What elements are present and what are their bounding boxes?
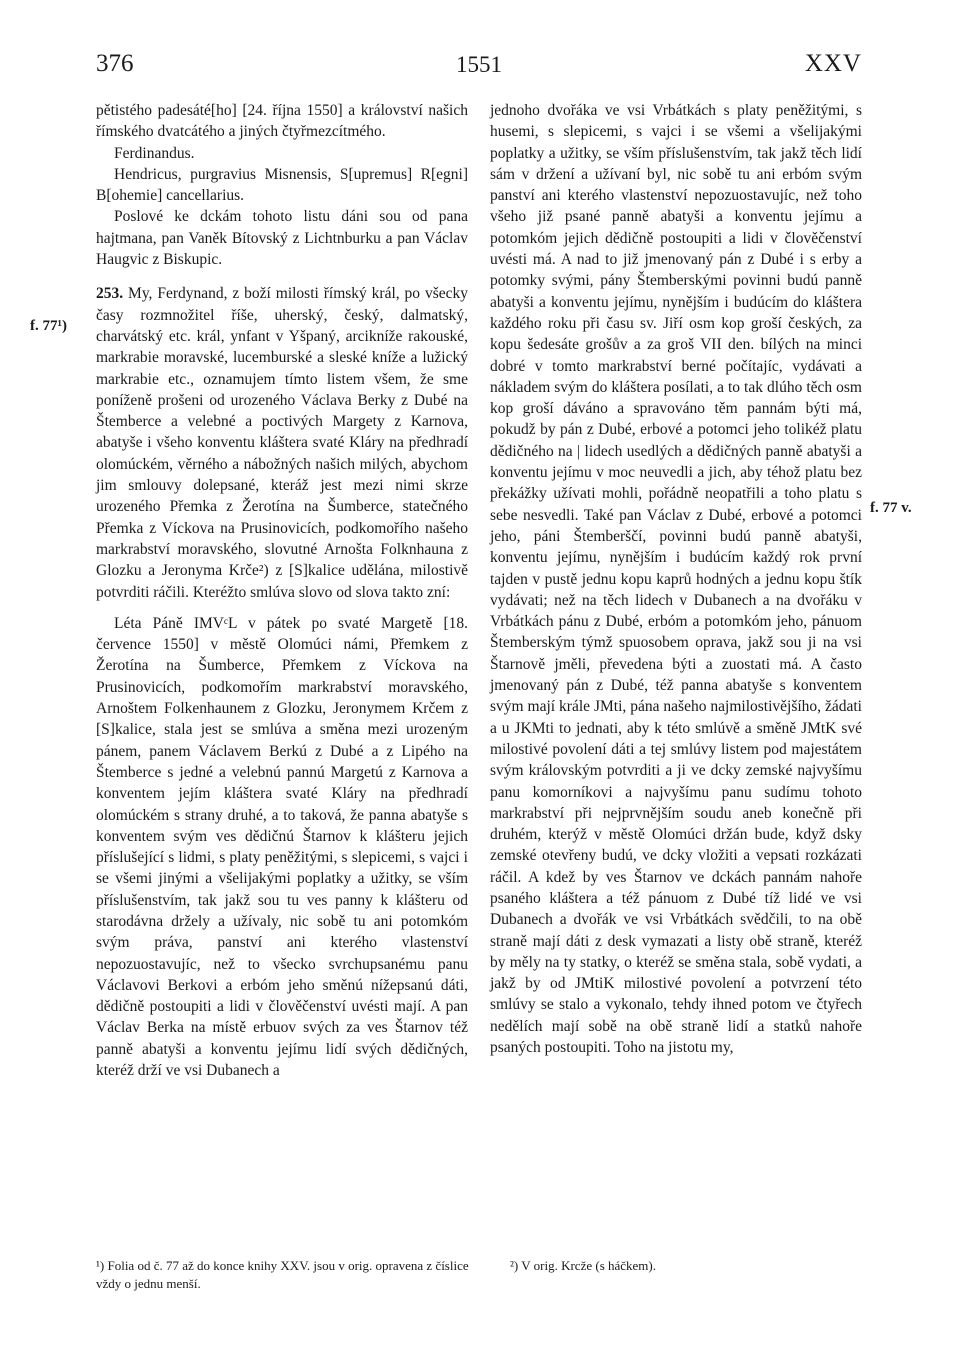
signature-chancellor: Hendricus, purgravius Misnensis, S[upremus] R[egni] B[ohemie] cancellarius. <box>96 165 468 205</box>
paragraph-date-closing: pětistého padesáté[ho] [24. října 1550] a království našich římského dvatcátého a jiných čtyřmezcítmého. <box>96 102 468 141</box>
paragraph-contract-text: Léta Páně IMVᶜL v pátek po svaté Margetě [18. července 1550] v městě Olomúci námi, Přemkem z Žerotína na Šumberce, Přemkem z Víckova na Prusinovicích, podkomořím markrabství moravského, Arnoštem Folkenhaunem z Glozku, Jeronymem Krčem z [S]kalice, stala jest se smlúva a směna mezi urozeným pánem, panem Václavem Berkú z Dubé a z Lipého na Štemberce s jedné a velebnú pannú Margetú z Karnova a konventem jejím kláštera svaté Kláry na předhradí olomúckém s strany druhé, a to taková, že panna abatyše s konventem svým ves dědičnú Štarnov k klášteru jejich příslušející s lidmi, s platy peněžitými, s slepicemi, s vajci i se všemi jinými a všelijakými poplatky a užitky, se vším příslušenstvím, tak jakž sou tu ves panny k klášteru od starodávna držely a užívaly, nic sobě tu ani potomkóm svým práva, panství ani kterého vlastenství nepozuostavujíc, než to všecko svrchupsanému panu Václavovi Berkovi a erbóm jeho směnú nížepsanú dáti, dědičně postoupiti a lidi v člověčenství uvésti mají. A pan Václav Berka na místě erbuov svých za ves Štarnov též panně abatyši a konventu jejímu lidí svých dědičných, kteréž drží ve vsi Dubanech a <box>96 614 468 1080</box>
page-header <box>96 50 862 90</box>
paragraph-entry-253 <box>96 283 468 602</box>
running-year: 1551 <box>456 52 502 77</box>
margin-note-folio-77v: f. 77 v. <box>870 500 912 516</box>
page-number: 376 <box>96 50 134 77</box>
footnote-2: ²) V orig. Krcže (s háčkem). <box>510 1258 657 1273</box>
entry-number: 253. <box>96 285 124 303</box>
margin-note-folio-77: f. 77¹) <box>30 318 67 334</box>
signature-ferdinandus: Ferdinandus. <box>114 144 195 162</box>
paragraph-messengers: Poslové ke dckám tohoto listu dáni sou od pana hajtmana, pan Vaněk Bítovský z Lichtnburku a pan Václav Haugvic z Biskupic. <box>96 208 468 269</box>
paragraph-contract-continued: jednoho dvořáka ve vsi Vrbátkách s platy peněžitými, s husemi, s slepicemi, s vajci i se všemi a všelijakými poplatky a užitky, se vším příslušenstvím, tak jakž těch lidí sám v držení a užívaní byl, nic sobě tu ani erbóm svým panství ani kterého vlastenství nepozuostavujíc, než toho všeho již psané panně abatyši a konventu jejímu a potomkóm jejich dědičně postoupiti a lidi v člověčenství uvésti má. A nad to již jmenovaný pán z Dubé i s erby a potomky svými, pány Štemberskými povinni budú panně abatyši a konventu jejímu, nynějším i budúcím do kláštera každého roku při času sv. Jiří osm kop groší českých, za kopu šedesáte grošův a za groš VII den. bílých na minci dobré v tomto markrabství berné počítajíc, vydávati a nákladem svým do kláštera posílati, a to tak dlúho těch osm kop groší dáváno a spravováno těm pannám býti má, pokudž by pán z Dubé, erbové a potomci jeho tolikéž platu dědičného na | lidech usedlých a dědičných panně abatyši a konventu jejímu v moc neuvedli a jich, aby téhož platu bez překážky užívati mohli, pořádně neopatřili a toho platu s sebe nesvedli. Také pan Václav z Dubé, erbové a potomci jeho, páni Štemberščí, povinni budú panně abatyši, konventu jejímu, nynějším i budúcím každý rok první tajden v pustě jednu kopu kaprů hodných a jednu kopu štík vydávati; než na těch lidech v Dubanech a na dvořáku v Vrbátkách pánu z Dubé, erbóm a potomkóm jeho, pánuom Štemberským týmž spuosobem oprava, jakž sou ji na vsi Štarnově jměli, převedena býti a zuostati má. A často jmenovaný pán z Dubé, též panna abatyše s konventem svým mají krále JMti, pána našeho najmilostivějšího, žádati a u JKMti to jednati, aby k této smlúvě a směně JMtK své milostivé povolení dáti a tej smlúvy listem pod majestátem svým královským potvrditi a ji ve dcky zemské najvyšímu panu komorníkovi a najvyšímu panu sudímu tohoto markrabství při nejprvnějším soudu aneb konečně při druhém, kterýž v městě Olomúci držán bude, když dsky zemské otevřeny budú, ve dcky vložiti a vepsati rozkázati ráčil. A kdež by ves Štarnov ve dckách pannám nahoře psaného kláštera a též pánuom z Dubé tíž lidé ve vsi Dubanech a dvořák ve vsi Vrbátkách svědčili, to na obě straně mají dáti z desk vymazati a listy obě straně, kteréž by měly na ty statky, o kteréž se směna stala, sobě vydati, a jakž by od JMtiK milostivé povolení a potvrzení této smlúvy se stalo a vykonalo, tehdy ihned potom ve čtyřech nedělích mají sobě na obě straně lidí a statků nahoře psaných postoupiti. Toho na jistotu my, <box>490 102 862 1057</box>
footnote-1: ¹) Folia od č. 77 až do konce knihy XXV. jsou v orig. opravena z číslice vždy o jednu menší. <box>96 1258 469 1291</box>
right-column <box>490 100 862 1058</box>
left-column <box>96 100 468 1081</box>
book-number: XXV <box>804 50 862 77</box>
entry-253-text: My, Ferdynand, z boží milosti římský král, po všecky časy rozmnožitel říše, uherský, český, dalmatský, charvátský etc. král, ynfant v Yšpaný, arcikníže rakouské, markrabie moravské, lucemburské a sleské kníže a lužický markrabie etc., oznamujem tímto listem všem, že sme poníženě prošeni od urozeného Václava Berky z Dubé na Štemberce a velebné a poctivých Margety z Karnova, abatyše i všeho konventu kláštera svaté Kláry na předhradí olomúckém, věrného a nábožných našich milých, abychom jim smlouvy dolepsané, kteráž jest mezi nimi skrze urozeného Přemka z Žerotína na Šumberce, statečného Přemka z Víckova na Prusinovicích, podkomořího našeho markrabství moravského, slovutné Arnošta Folknhauna z Glozku a Jeronyma Krče²) z [S]kalice udělána, milostivě potvrditi ráčili. Kteréžto smlúva slovo od slova takto zní: <box>96 285 468 601</box>
